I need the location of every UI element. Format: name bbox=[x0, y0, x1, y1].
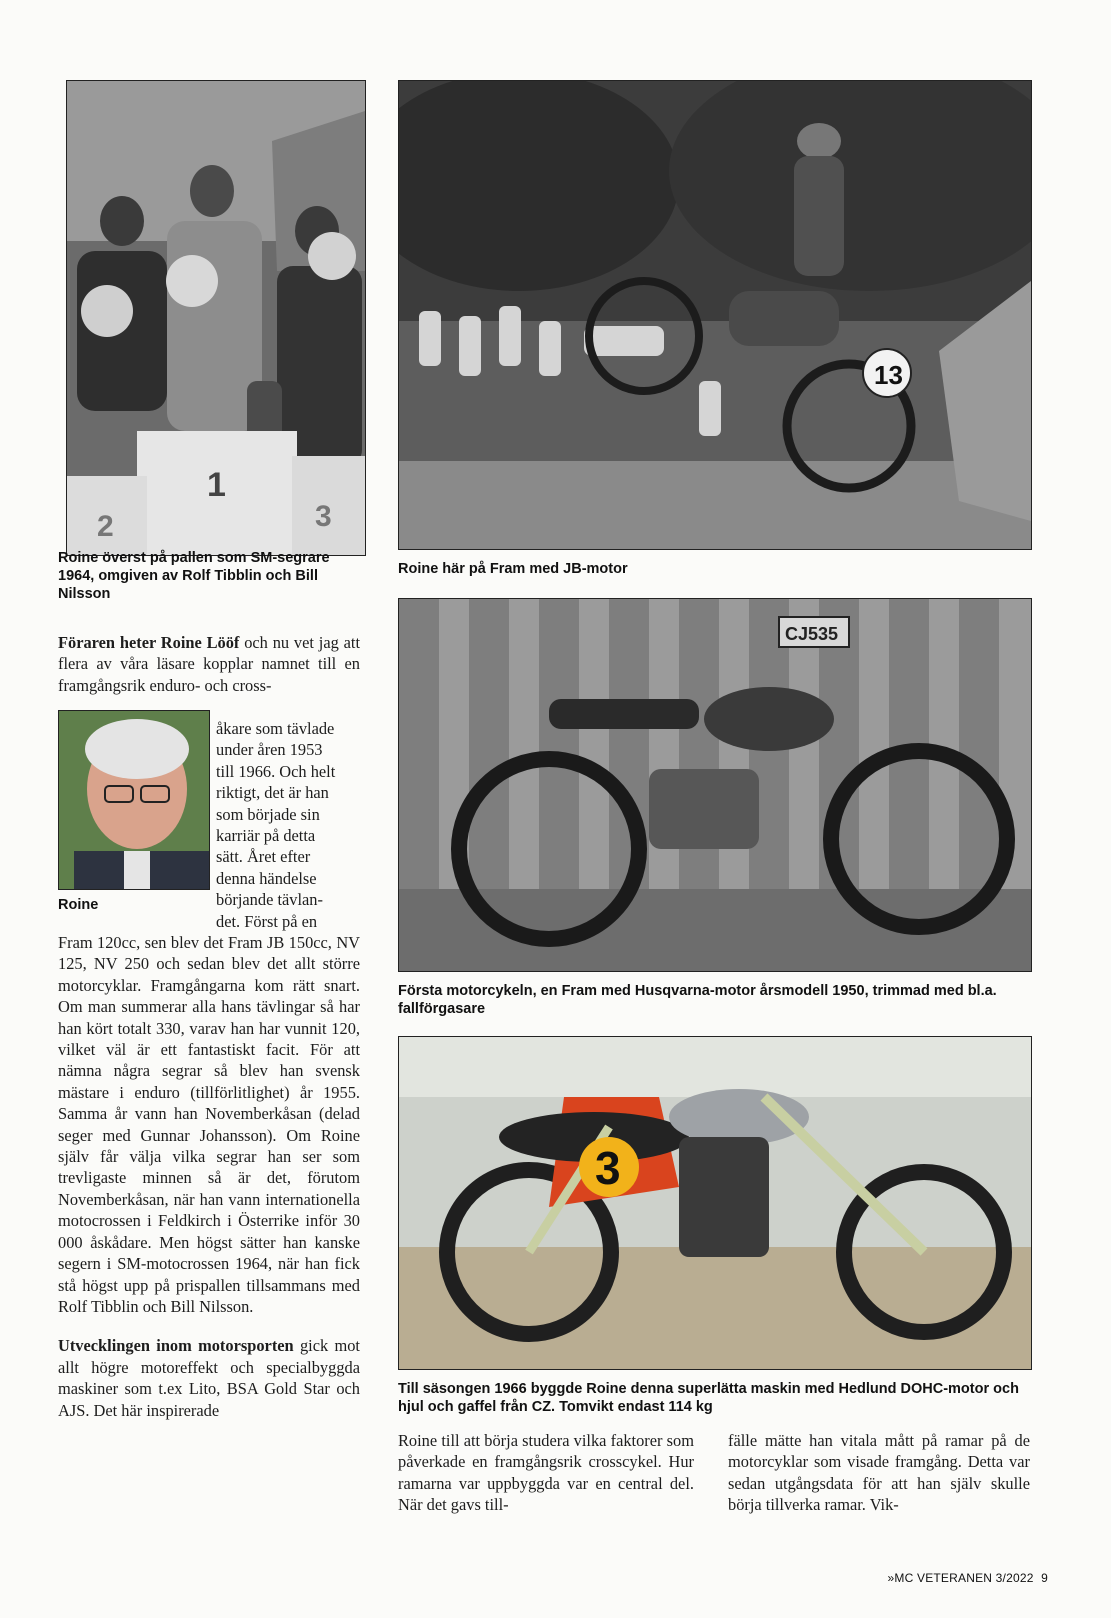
page-number: 9 bbox=[1041, 1571, 1048, 1585]
paragraph-1-continued: Fram 120cc, sen blev det Fram JB 150cc, NV 125, NV 250 och sedan blev det allt större motorcyklar. Framgångarna kom rätt snart. Om man summerar alla hans tävlingar så har han kört totalt 330, varav han har vunnit 120, vilket väl är ett fantastiskt facit. För att nämna några segrar så blev han svensk mästare i enduro (tillförlitlighet) år 1955. Samma år vann han Novemberkåsan (delad seger med Gunnar Johansson). Om Roine själv får välja vilka segrar han ser som trevligaste minnen så är det, förutom Novemberkåsan, när han vann internationella motocrossen i Feldkirch i Österrike inför 30 000 åskådare. Men högst sätter han kanske segern i SM-motocrossen 1964, när han fick stå högst upp på prispallen tillsammans med Rolf Tibblin och Bill Nilsson. bbox=[58, 933, 360, 1316]
license-plate: CJ535 bbox=[785, 624, 839, 644]
wrap-line: under åren 1953 bbox=[216, 740, 323, 760]
lead-development: Utvecklingen inom motorsporten bbox=[58, 1336, 294, 1356]
first-bike-caption: Första motorcykeln, en Fram med Husqvarna-motor årsmodell 1950, trimmad med bl.a. fallförgasare bbox=[398, 983, 997, 1017]
podium-caption: Roine överst på pallen som SM-segrare 1964, omgiven av Rolf Tibblin och Bill Nilsson bbox=[58, 550, 330, 602]
article-column-1-top bbox=[58, 632, 360, 696]
podium-photo bbox=[66, 80, 366, 556]
lead-name: Föraren heter Roine Lööf bbox=[58, 633, 240, 652]
wrap-line: karriär på detta bbox=[216, 826, 316, 846]
jump-caption: Roine här på Fram med JB-motor bbox=[398, 561, 628, 577]
column-2-text: Roine till att börja studera vilka faktorer som påverkade en framgångsrik crosscykel. Hur ramarna var uppbyggda var en central del. När det gavs till- bbox=[398, 1431, 694, 1515]
wrap-line: börjande tävlan- bbox=[216, 890, 323, 910]
wrap-line: denna händelse bbox=[216, 868, 317, 888]
wrap-line: det. Först på en bbox=[216, 911, 318, 931]
article-column-2 bbox=[398, 1430, 694, 1516]
paragraph-2: gick mot allt högre motoreffekt och specialbyggda maskiner som t.ex Lito, BSA Gold Star och AJS. Det här inspirerade bbox=[58, 1336, 360, 1420]
podium-number-2: 2 bbox=[97, 510, 114, 543]
article-column-1-wrap bbox=[216, 718, 360, 932]
portrait-photo bbox=[58, 710, 210, 890]
portrait-caption: Roine bbox=[58, 897, 99, 913]
article-column-3 bbox=[728, 1430, 1030, 1516]
bike-1966-caption: Till säsongen 1966 byggde Roine denna superlätta maskin med Hedlund DOHC-motor och hjul och gaffel från CZ. Tomvikt endast 114 kg bbox=[398, 1381, 1019, 1415]
race-number-13: 13 bbox=[874, 360, 903, 390]
paragraph-1-start: och nu vet jag att flera av våra läsare kopplar namnet till en framgångsrik enduro- och cross- bbox=[58, 633, 360, 695]
wrap-line: åkare som tävlade bbox=[216, 719, 335, 738]
podium-number-1: 1 bbox=[207, 466, 226, 504]
wrap-line: som började sin bbox=[216, 804, 320, 824]
magazine-issue: »MC VETERANEN 3/2022 bbox=[887, 1571, 1034, 1585]
first-bike-photo bbox=[398, 598, 1032, 972]
column-3-text: fälle mätte han vitala mått på ramar på de motorcyklar som visade framgång. Detta var sedan utgångsdata för att han själv skulle börja tillverka ramar. Vik- bbox=[728, 1431, 1030, 1515]
podium-number-3: 3 bbox=[315, 500, 332, 533]
wrap-line: sätt. Året efter bbox=[216, 847, 311, 867]
wrap-line: riktigt, det är han bbox=[216, 783, 329, 803]
page-footer bbox=[848, 1571, 1048, 1585]
race-number-3: 3 bbox=[595, 1142, 621, 1194]
wrap-line: till 1966. Och helt bbox=[216, 761, 336, 781]
bike-1966-photo bbox=[398, 1036, 1032, 1370]
article-column-1-main bbox=[58, 932, 360, 1421]
jump-photo bbox=[398, 80, 1032, 550]
